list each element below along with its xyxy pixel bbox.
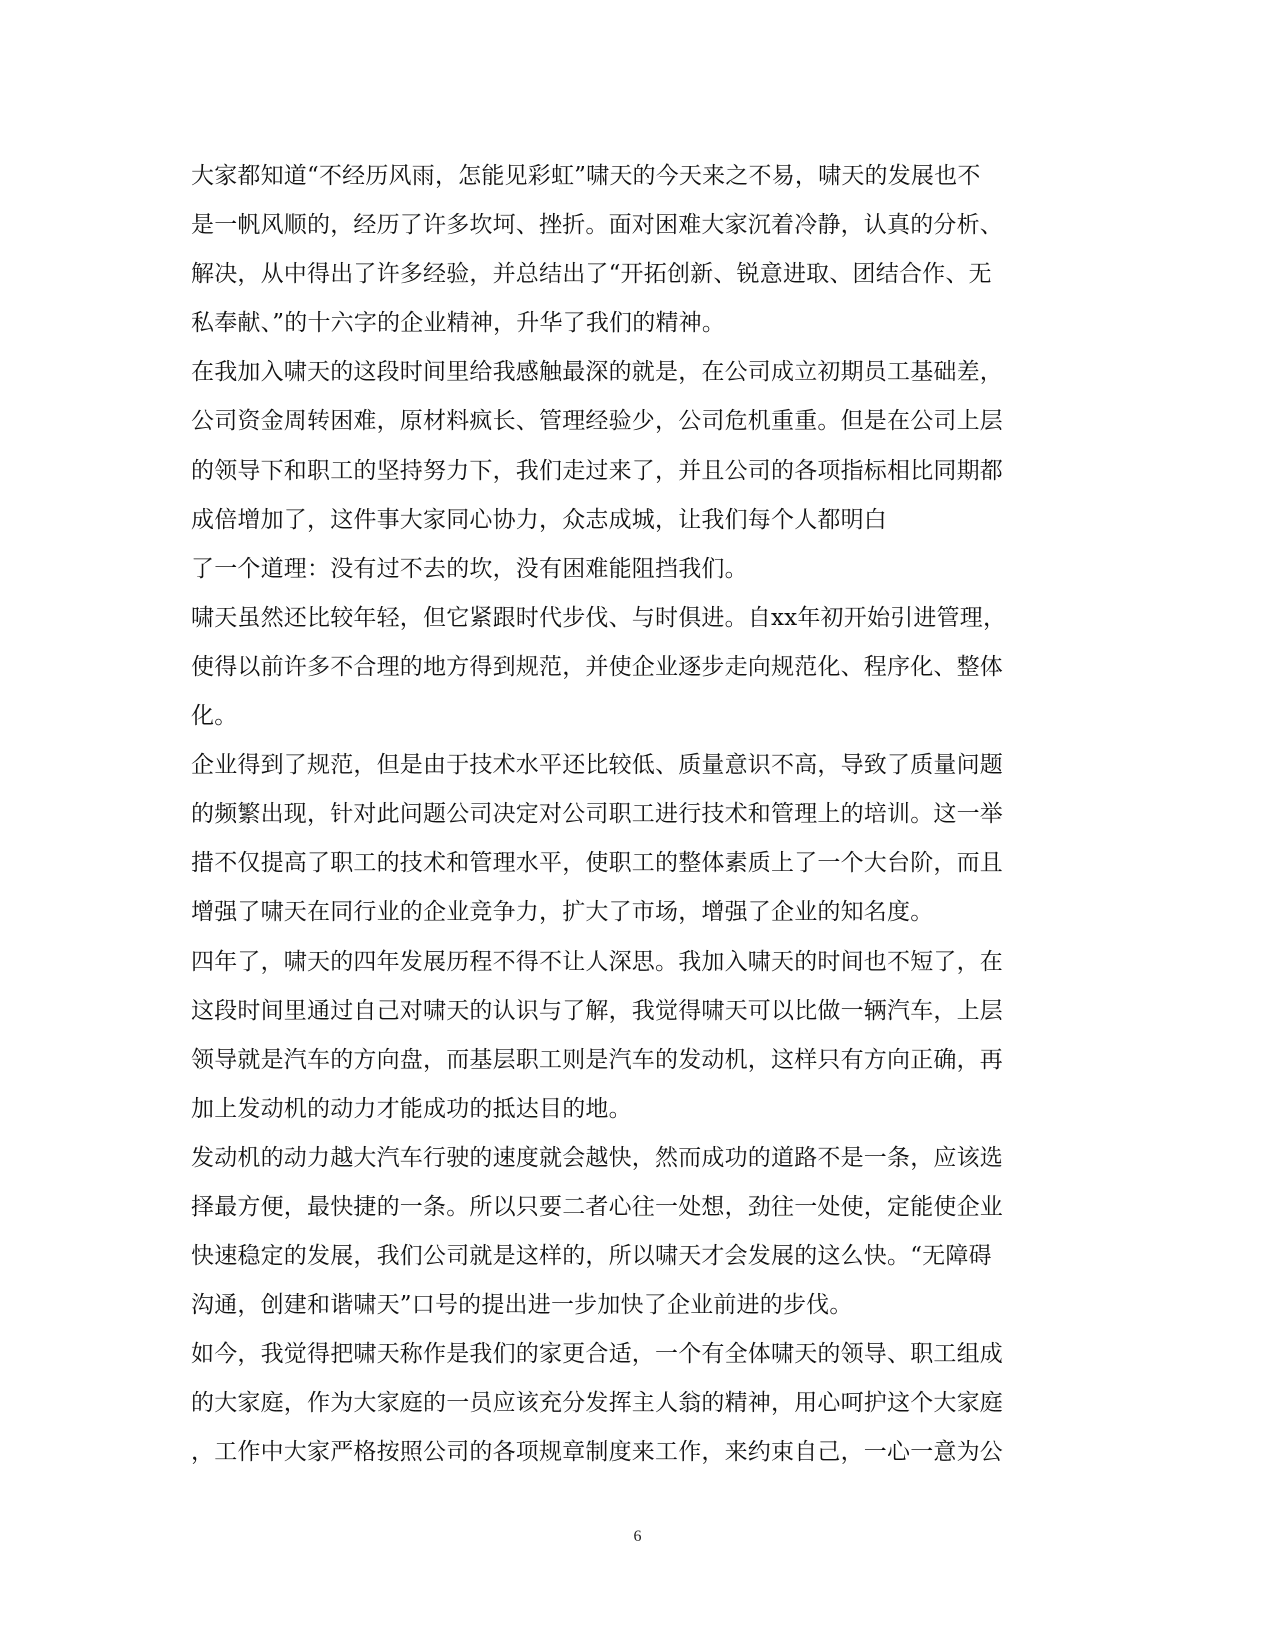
text-line: 增强了啸天在同行业的企业竞争力，扩大了市场，增强了企业的知名度。 xyxy=(191,899,934,926)
text-line: 择最方便，最快捷的一条。所以只要二者心往一处想，劲往一处使，定能使企业 xyxy=(191,1193,1003,1220)
text-line: 是一帆风顺的，经历了许多坎坷、挫折。面对困难大家沉着冷静，认真的分析、 xyxy=(191,212,1003,239)
text-line: ，工作中大家严格按照公司的各项规章制度来工作，来约束自己，一心一意为公 xyxy=(191,1439,1003,1466)
text-line: 沟通，创建和谐啸天”口号的提出进一步加快了企业前进的步伐。 xyxy=(191,1292,853,1319)
text-line: 的领导下和职工的坚持努力下，我们走过来了，并且公司的各项指标相比同期都 xyxy=(191,457,1003,484)
text-line: 企业得到了规范，但是由于技术水平还比较低、质量意识不高，导致了质量问题 xyxy=(191,752,1003,779)
text-line: 领导就是汽车的方向盘，而基层职工则是汽车的发动机，这样只有方向正确，再 xyxy=(191,1046,1003,1073)
text-line: 如今，我觉得把啸天称作是我们的家更合适，一个有全体啸天的领导、职工组成 xyxy=(191,1341,1003,1368)
text-line: 了一个道理：没有过不去的坎，没有困难能阻挡我们。 xyxy=(191,555,748,582)
text-line: 四年了，啸天的四年发展历程不得不让人深思。我加入啸天的时间也不短了，在 xyxy=(191,948,1003,975)
text-line: 的大家庭，作为大家庭的一员应该充分发挥主人翁的精神，用心呵护这个大家庭 xyxy=(191,1390,1003,1417)
body-text xyxy=(191,152,1071,1478)
text-line: 的频繁出现，针对此问题公司决定对公司职工进行技术和管理上的培训。这一举 xyxy=(191,801,1003,828)
text-line: 大家都知道“不经历风雨，怎能见彩虹”啸天的今天来之不易，啸天的发展也不 xyxy=(191,163,981,189)
text-line: 发动机的动力越大汽车行驶的速度就会越快，然而成功的道路不是一条，应该选 xyxy=(191,1144,1003,1171)
text-line: 化。 xyxy=(191,703,238,730)
text-line: 措不仅提高了职工的技术和管理水平，使职工的整体素质上了一个大台阶，而且 xyxy=(191,850,1003,877)
text-line: 这段时间里通过自己对啸天的认识与了解，我觉得啸天可以比做一辆汽车，上层 xyxy=(191,997,1003,1024)
page-number: 6 xyxy=(633,1528,642,1545)
text-line: 在我加入啸天的这段时间里给我感触最深的就是，在公司成立初期员工基础差， xyxy=(191,359,1003,386)
text-line: 公司资金周转困难，原材料疯长、管理经验少，公司危机重重。但是在公司上层 xyxy=(191,408,1003,435)
text-line: 使得以前许多不合理的地方得到规范，并使企业逐步走向规范化、程序化、整体 xyxy=(191,653,1003,680)
text-line: 解决，从中得出了许多经验，并总结出了“开拓创新、锐意进取、团结合作、无 xyxy=(191,261,992,288)
text-line: 成倍增加了，这件事大家同心协力，众志成城，让我们每个人都明白 xyxy=(191,506,887,533)
text-line: 啸天虽然还比较年轻，但它紧跟时代步伐、与时俱进。自xx年初开始引进管理， xyxy=(191,604,1007,631)
text-line: 加上发动机的动力才能成功的抵达目的地。 xyxy=(191,1095,632,1122)
text-line: 快速稳定的发展，我们公司就是这样的，所以啸天才会发展的这么快。“无障碍 xyxy=(191,1243,992,1270)
text-line: 私奉献、”的十六字的企业精神，升华了我们的精神。 xyxy=(191,310,726,337)
